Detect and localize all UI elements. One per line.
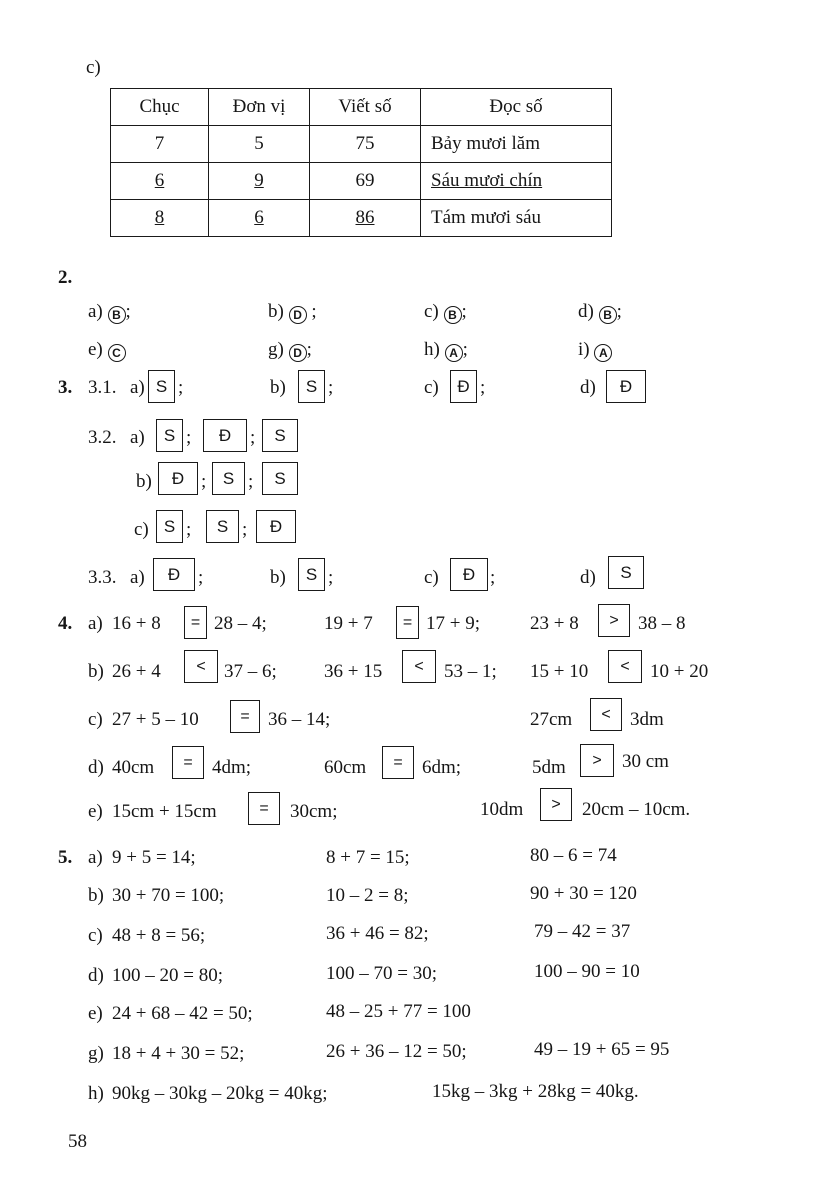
ex4-a-left-1: 16 + 8 xyxy=(112,613,161,634)
answer-box: S xyxy=(608,556,644,589)
compare-box: < xyxy=(184,650,218,683)
answer-box: S xyxy=(298,558,325,591)
ex5-expression: 80 – 6 = 74 xyxy=(530,845,617,866)
separator: ; xyxy=(328,377,334,398)
table-row xyxy=(111,126,612,163)
answer-box: S xyxy=(148,370,175,403)
ex5-expression: 10 – 2 = 8; xyxy=(326,885,409,906)
exercise-2-number: 2. xyxy=(58,267,73,288)
table-header: Đơn vị xyxy=(209,89,310,126)
separator: ; xyxy=(198,567,204,588)
ex3-2-label: 3.2. xyxy=(88,427,117,448)
compare-box: < xyxy=(608,650,642,683)
ex2-item-h: h) A ; xyxy=(424,339,468,360)
ex5-row-label: c) xyxy=(88,925,103,946)
ex3-3-a-label: a) xyxy=(130,567,145,588)
ex4-c-left-1: 27 + 5 – 10 xyxy=(112,709,199,730)
answer-box: Đ xyxy=(606,370,646,403)
ex5-expression: 24 + 68 – 42 = 50; xyxy=(112,1003,253,1024)
compare-box: = xyxy=(184,606,207,639)
ex4-a-right-2: 17 + 9; xyxy=(426,613,480,634)
ex4-e-left-2: 10dm xyxy=(480,799,524,820)
ex4-a-left-3: 23 + 8 xyxy=(530,613,579,634)
ex4-b-right-1: 37 – 6; xyxy=(224,661,277,682)
table-row xyxy=(111,200,612,237)
table-cell: Tám mươi sáu xyxy=(421,200,612,237)
exercise-3-number: 3. xyxy=(58,377,73,398)
ex5-expression: 8 + 7 = 15; xyxy=(326,847,410,868)
ex5-expression: 18 + 4 + 30 = 52; xyxy=(112,1043,245,1064)
ex5-row-label: h) xyxy=(88,1083,104,1104)
answer-box: S xyxy=(212,462,245,495)
ex3-2-b-label: b) xyxy=(136,471,152,492)
ex4-a-left-2: 19 + 7 xyxy=(324,613,373,634)
table-cell: Sáu mươi chín xyxy=(431,170,543,191)
exercise-5-number: 5. xyxy=(58,847,73,868)
ex5-row-label: b) xyxy=(88,885,104,906)
separator: ; xyxy=(328,567,334,588)
circled-letter-icon: C xyxy=(108,344,126,362)
separator: ; xyxy=(186,427,192,448)
ex4-a-right-1: 28 – 4; xyxy=(214,613,267,634)
exercise-4-number: 4. xyxy=(58,613,73,634)
table-cell: 8 xyxy=(154,207,165,228)
ex2-item-c: c) B ; xyxy=(424,301,467,322)
table-cell: 7 xyxy=(111,126,209,163)
ex3-2-c-label: c) xyxy=(134,519,149,540)
ex5-row-label: e) xyxy=(88,1003,103,1024)
separator: ; xyxy=(248,471,254,492)
number-table xyxy=(110,88,612,237)
ex3-1-a-label: a) xyxy=(130,377,145,398)
ex5-expression: 49 – 19 + 65 = 95 xyxy=(534,1039,670,1060)
separator: ; xyxy=(201,471,207,492)
compare-box: > xyxy=(598,604,630,637)
answer-box: Đ xyxy=(158,462,198,495)
circled-letter-icon: A xyxy=(445,344,463,362)
ex2-item-a: a) B ; xyxy=(88,301,131,322)
ex4-d-left-1: 40cm xyxy=(112,757,155,778)
ex3-3-d-label: d) xyxy=(580,567,596,588)
ex4-c-left-2: 27cm xyxy=(530,709,573,730)
ex4-b-left-3: 15 + 10 xyxy=(530,661,589,682)
compare-box: > xyxy=(580,744,614,777)
ex5-row-label: a) xyxy=(88,847,103,868)
ex4-a-right-3: 38 – 8 xyxy=(638,613,686,634)
page-number: 58 xyxy=(68,1131,87,1152)
ex5-expression: 100 – 20 = 80; xyxy=(112,965,223,986)
ex4-c-right-2: 3dm xyxy=(630,709,664,730)
answer-box: S xyxy=(262,462,298,495)
answer-box: S xyxy=(156,419,183,452)
ex5-expression: 26 + 36 – 12 = 50; xyxy=(326,1041,467,1062)
compare-box: = xyxy=(172,746,204,779)
circled-letter-icon: D xyxy=(289,344,307,362)
table-cell: Bảy mươi lăm xyxy=(421,126,612,163)
separator: ; xyxy=(242,519,248,540)
compare-box: = xyxy=(248,792,280,825)
compare-box: < xyxy=(402,650,436,683)
ex5-row-label: g) xyxy=(88,1043,104,1064)
separator: ; xyxy=(186,519,192,540)
answer-box: Đ xyxy=(203,419,247,452)
ex2-item-b: b) D ; xyxy=(268,301,317,322)
ex3-3-c-label: c) xyxy=(424,567,439,588)
table-cell: 86 xyxy=(355,207,375,228)
separator: ; xyxy=(178,377,184,398)
ex4-d-right-3: 30 cm xyxy=(622,751,669,772)
ex4-e-right-1: 30cm; xyxy=(290,801,338,822)
table-cell: 5 xyxy=(209,126,310,163)
ex4-b-left-2: 36 + 15 xyxy=(324,661,383,682)
table-header: Đọc số xyxy=(421,89,612,126)
ex2-item-e: e) C xyxy=(88,340,126,362)
circled-letter-icon: D xyxy=(289,306,307,324)
compare-box: < xyxy=(590,698,622,731)
circled-letter-icon: B xyxy=(599,306,617,324)
ex5-expression: 90kg – 30kg – 20kg = 40kg; xyxy=(112,1083,328,1104)
separator: ; xyxy=(480,377,486,398)
ex5-expression: 36 + 46 = 82; xyxy=(326,923,429,944)
ex4-e-label: e) xyxy=(88,801,103,822)
ex4-b-label: b) xyxy=(88,661,104,682)
table-header-row xyxy=(111,89,612,126)
ex3-3-b-label: b) xyxy=(270,567,286,588)
table-cell: 69 xyxy=(310,163,421,200)
answer-box: Đ xyxy=(256,510,296,543)
ex4-b-right-3: 10 + 20 xyxy=(650,661,709,682)
table-header: Chục xyxy=(111,89,209,126)
ex4-d-label: d) xyxy=(88,757,104,778)
ex3-1-d-label: d) xyxy=(580,377,596,398)
ex4-c-label: c) xyxy=(88,709,103,730)
ex3-1-b-label: b) xyxy=(270,377,286,398)
ex3-1-c-label: c) xyxy=(424,377,439,398)
ex3-3-label: 3.3. xyxy=(88,567,117,588)
compare-box: = xyxy=(382,746,414,779)
table-header: Viết số xyxy=(310,89,421,126)
ex5-expression: 48 – 25 + 77 = 100 xyxy=(326,1001,471,1022)
ex5-expression: 30 + 70 = 100; xyxy=(112,885,225,906)
compare-box: = xyxy=(230,700,260,733)
ex5-expression: 15kg – 3kg + 28kg = 40kg. xyxy=(432,1081,639,1102)
compare-box: = xyxy=(396,606,419,639)
ex4-a-label: a) xyxy=(88,613,103,634)
ex2-item-g: g) D ; xyxy=(268,339,312,360)
ex4-b-left-1: 26 + 4 xyxy=(112,661,161,682)
table-cell: 6 xyxy=(154,170,165,191)
ex3-1-label: 3.1. xyxy=(88,377,117,398)
ex4-d-left-2: 60cm xyxy=(324,757,367,778)
table-row xyxy=(111,163,612,200)
answer-box: S xyxy=(298,370,325,403)
answer-box: Đ xyxy=(450,370,477,403)
section-c-label: c) xyxy=(86,57,101,78)
ex5-expression: 100 – 90 = 10 xyxy=(534,961,640,982)
separator: ; xyxy=(490,567,496,588)
circled-letter-icon: B xyxy=(108,306,126,324)
circled-letter-icon: A xyxy=(594,344,612,362)
ex4-e-left-1: 15cm + 15cm xyxy=(112,801,217,822)
answer-box: Đ xyxy=(450,558,488,591)
ex5-row-label: d) xyxy=(88,965,104,986)
answer-box: S xyxy=(262,419,298,452)
circled-letter-icon: B xyxy=(444,306,462,324)
table-cell: 6 xyxy=(254,207,264,228)
ex4-b-right-2: 53 – 1; xyxy=(444,661,497,682)
answer-box: S xyxy=(206,510,239,543)
ex4-c-right-1: 36 – 14; xyxy=(268,709,331,730)
ex5-expression: 100 – 70 = 30; xyxy=(326,963,437,984)
ex5-expression: 90 + 30 = 120 xyxy=(530,883,637,904)
ex5-expression: 79 – 42 = 37 xyxy=(534,921,631,942)
table-cell: 75 xyxy=(310,126,421,163)
ex4-d-right-1: 4dm; xyxy=(212,757,252,778)
table-cell: 9 xyxy=(254,170,264,191)
compare-box: > xyxy=(540,788,572,821)
ex4-e-right-2: 20cm – 10cm. xyxy=(582,799,691,820)
answer-box: Đ xyxy=(153,558,195,591)
ex2-item-d: d) B ; xyxy=(578,301,622,322)
separator: ; xyxy=(250,427,256,448)
ex2-item-i: i) A xyxy=(578,340,612,362)
ex4-d-left-3: 5dm xyxy=(532,757,566,778)
ex4-d-right-2: 6dm; xyxy=(422,757,462,778)
ex5-expression: 9 + 5 = 14; xyxy=(112,847,196,868)
answer-box: S xyxy=(156,510,183,543)
bleed-through xyxy=(440,60,444,77)
ex5-expression: 48 + 8 = 56; xyxy=(112,925,206,946)
ex3-2-a-label: a) xyxy=(130,427,145,448)
